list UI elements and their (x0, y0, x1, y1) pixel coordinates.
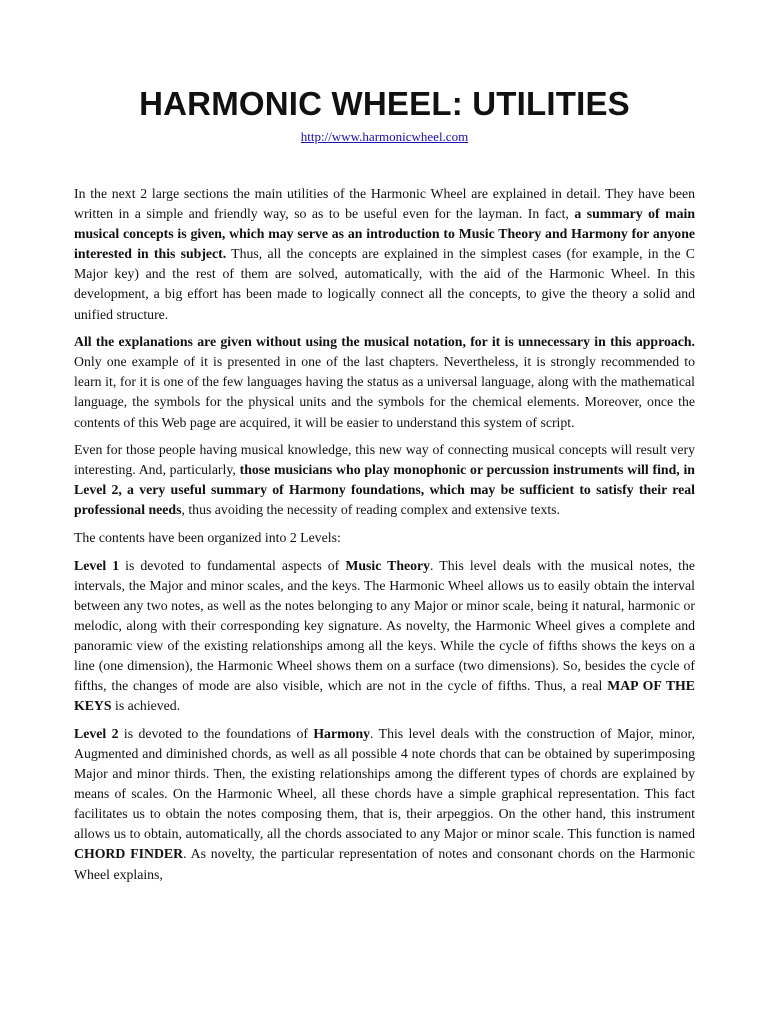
page-title: HARMONIC WHEEL: UTILITIES (139, 85, 630, 122)
text-run: Even for those people having musical knowledge, this new way of connecting musical concepts will result very interesting. And, particularly, (74, 442, 695, 478)
paragraph-notation (74, 332, 695, 432)
paragraph-musicians (74, 440, 695, 520)
text-run: In the next 2 large sections the main utilities of the Harmonic Wheel are explained in detail. They have been written in a simple and friendly way, so as to be useful even for the layman. In fact, (74, 186, 695, 222)
text-run: The contents have been organized into 2 Levels: (74, 530, 341, 545)
paragraph-intro (74, 184, 695, 325)
text-run: . This level deals with the construction of Major, minor, Augmented and diminished chords, as well as all possible 4 note chords that can be obtained by superimposing Major and minor thirds. Then, the existing relationships among the different types of chords are explained by means of scales. On the Harmonic Wheel, all these chords have a simple graphical representation. This fact facilitates us to obtain the notes composing them, that is, their arpeggios. On the other hand, this instrument allows us to obtain, automatically, all the chords associated to any Major or minor scale. This function is named (74, 725, 696, 842)
paragraph-levels-intro (74, 528, 695, 548)
text-run: . As novelty, the particular representation of notes and consonant chords on the Harmonic Wheel explains, (74, 846, 695, 882)
text-run: Only one example of it is presented in one of the last chapters. Nevertheless, it is strongly recommended to learn it, for it is one of the few languages having the status as a universal language, along with the mathematical language, the symbols for the physical units and the symbols for the chemical elements. Moreover, once the contents of this Web page are acquired, it will be easier to understand this system of script. (74, 354, 695, 430)
website-link[interactable]: http://www.harmonicwheel.com (300, 129, 469, 144)
bold-run: Level 1 (74, 557, 120, 573)
bold-run: Level 2 (74, 725, 119, 741)
bold-run: those musicians who play monophonic or percussion instruments will find, in Level 2, a very useful summary of Harmony foundations, which may be sufficient to satisfy their real professional needs (74, 462, 695, 518)
document-page (74, 84, 695, 892)
text-run: , thus avoiding the necessity of reading complex and extensive texts. (181, 502, 561, 518)
bold-run: Harmony (313, 725, 371, 741)
bold-run: a summary of main musical concepts is given, which may serve as an introduction to Music Theory and Harmony for anyone interested in this subject. (74, 206, 695, 262)
paragraph-level-2 (74, 724, 695, 885)
text-run: is devoted to fundamental aspects of (119, 557, 346, 573)
url-line (74, 128, 695, 146)
text-run: is achieved. (111, 698, 181, 714)
paragraph-level-1 (74, 556, 695, 717)
bold-run: Music Theory (345, 557, 431, 573)
text-run: Thus, all the concepts are explained in the simplest cases (for example, in the C Major key) and the rest of them are solved, automatically, with the aid of the Harmonic Wheel. In this development, a big effort has been made to logically connect all the concepts, to give the theory a solid and unified structure. (74, 246, 695, 322)
text-run: . This level deals with the musical notes, the intervals, the Major and minor scales, and the keys. The Harmonic Wheel allows us to easily obtain the interval between any two notes, as well as the notes belonging to any Major or minor scale, being it natural, harmonic or melodic, along with their corresponding key signature. As novelty, the Harmonic Wheel gives a complete and panoramic view of the existing relationships among all the keys. While the cycle of fifths shows the keys on a line (one dimension), the Harmonic Wheel shows them on a surface (two dimensions). So, besides the cycle of fifths, the changes of mode are also visible, which are not in the cycle of fifths. Thus, a real (74, 557, 695, 694)
bold-run: MAP OF THE KEYS (74, 678, 695, 714)
bold-run: CHORD FINDER (74, 846, 184, 862)
bold-run: All the explanations are given without using the musical notation, for it is unnecessary in this approach. (74, 334, 695, 350)
text-run: is devoted to the foundations of (118, 725, 314, 741)
document-body (74, 184, 695, 885)
